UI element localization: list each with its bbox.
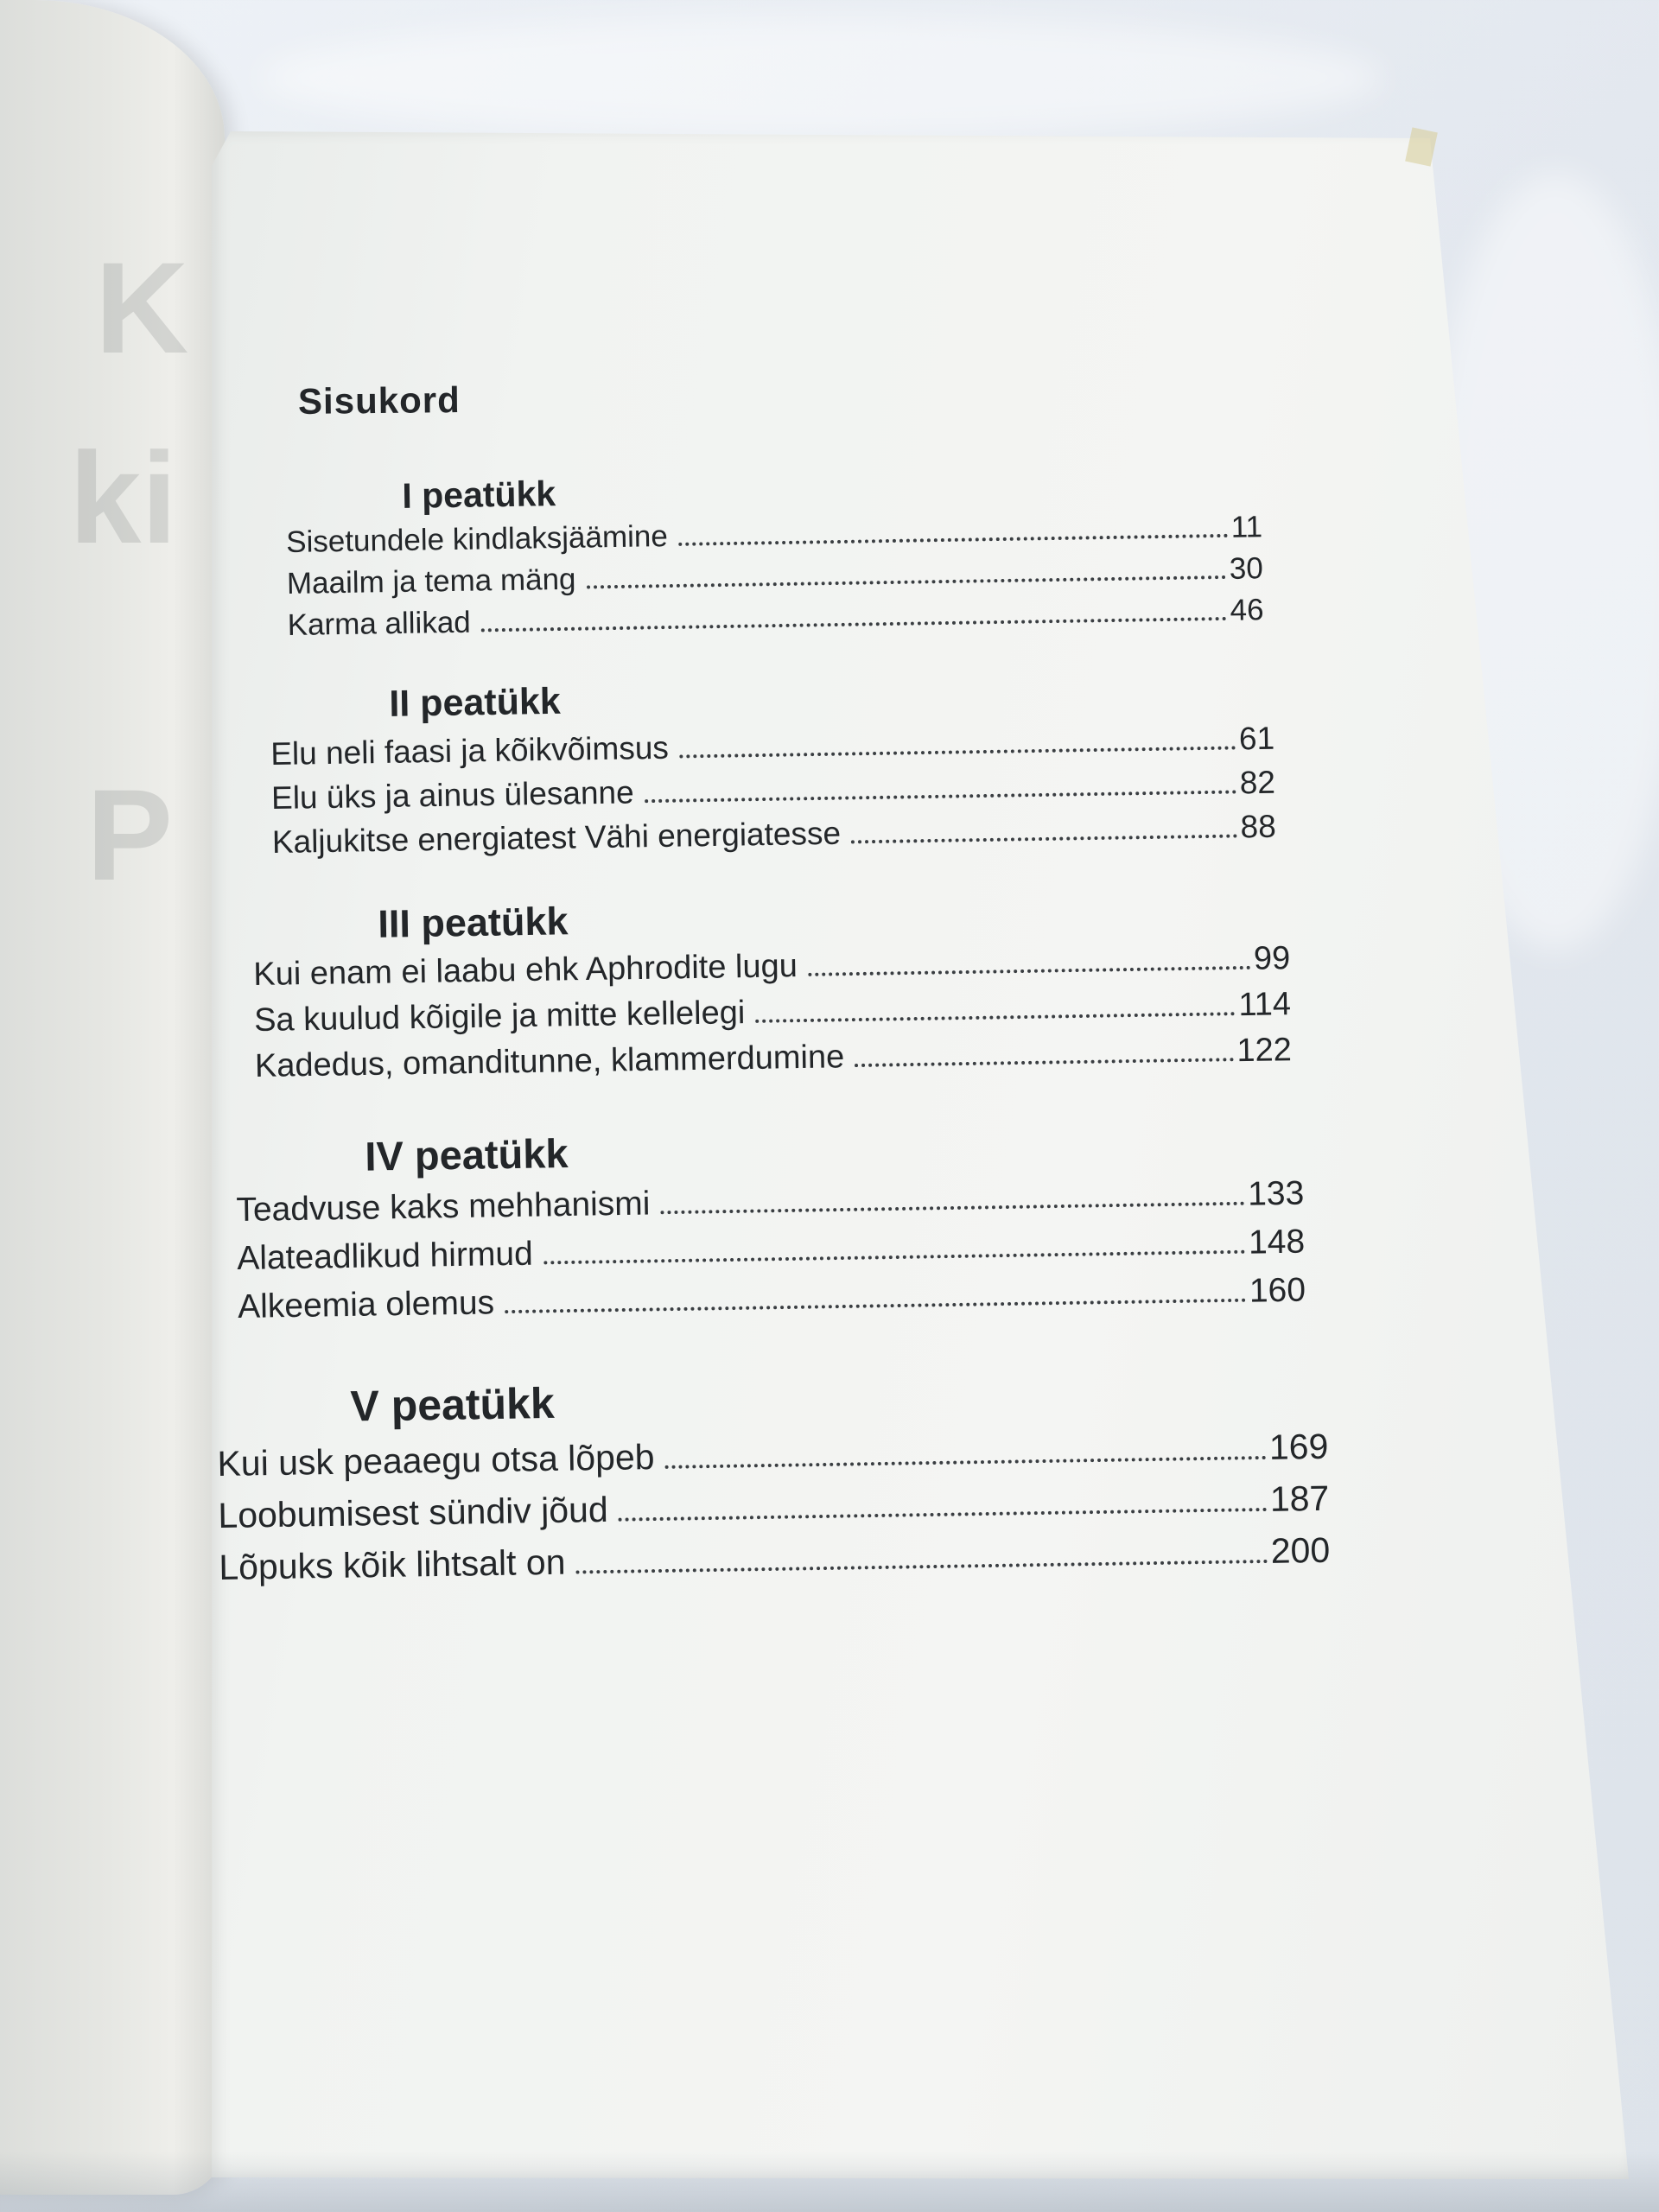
entry-title: Sisetundele kindlaksjäämine — [285, 519, 669, 559]
entry-page-number: 133 — [1247, 1174, 1305, 1213]
dot-leader — [808, 966, 1250, 976]
chapter-title: IV peatükk — [364, 1129, 569, 1179]
entry-title: Kui enam ei laabu ehk Aphrodite lugu — [252, 948, 798, 993]
entry-page-number: 82 — [1239, 764, 1276, 801]
entry-page-number: 200 — [1270, 1529, 1331, 1571]
dot-leader — [481, 617, 1227, 632]
entry-title: Sa kuulud kõigile ja mitte kellelegi — [253, 995, 746, 1039]
entry-page-number: 114 — [1238, 986, 1292, 1024]
entry-title: Elu neli faasi ja kõikvõimsus — [270, 729, 670, 772]
dot-leader — [679, 746, 1236, 758]
dot-leader — [851, 834, 1237, 843]
bleed-through-letters: ki — [69, 425, 178, 570]
chapter-title: V peatükk — [350, 1378, 556, 1431]
entry-title: Alateadlikud hirmud — [236, 1235, 534, 1277]
entry-page-number: 99 — [1253, 940, 1291, 977]
entry-title: Lõpuks kõik lihtsalt on — [219, 1541, 566, 1587]
toc-title: Sisukord — [297, 379, 461, 422]
chapter-section — [285, 461, 1264, 646]
chapter-section — [270, 669, 1276, 864]
entry-title: Elu üks ja ainus ülesanne — [270, 774, 634, 816]
entry-page-number: 160 — [1249, 1271, 1306, 1310]
dot-leader — [661, 1202, 1245, 1215]
bottom-shadow — [0, 2152, 1659, 2212]
entry-page-number: 169 — [1268, 1426, 1329, 1467]
entry-title: Kui usk peaaegu otsa lõpeb — [217, 1437, 655, 1484]
entry-page-number: 187 — [1269, 1478, 1330, 1519]
dot-leader — [678, 534, 1228, 546]
entry-title: Karma allikad — [287, 605, 472, 642]
dot-leader — [543, 1250, 1245, 1265]
dot-leader — [855, 1058, 1233, 1067]
entry-page-number: 88 — [1240, 808, 1277, 845]
bleed-through-letters: P — [86, 762, 174, 907]
entry-page-number: 46 — [1230, 593, 1264, 627]
dot-leader — [619, 1508, 1267, 1522]
entry-title: Kadedus, omanditunne, klammerdumine — [254, 1039, 845, 1084]
entry-page-number: 11 — [1230, 510, 1263, 544]
dot-leader — [576, 1560, 1268, 1574]
chapter-section — [235, 1118, 1306, 1332]
chapter-title: II peatükk — [388, 680, 562, 725]
entry-title: Maailm ja tema mäng — [286, 562, 576, 601]
chapter-section — [216, 1365, 1331, 1593]
dot-leader — [755, 1012, 1235, 1023]
entry-title: Kaljukitse energiatest Vähi energiatesse — [271, 815, 842, 860]
dot-leader — [587, 575, 1226, 589]
entry-page-number: 122 — [1236, 1032, 1293, 1070]
chapter-title: I peatükk — [401, 474, 556, 516]
entry-title: Teadvuse kaks mehhanismi — [236, 1185, 651, 1229]
entry-title: Loobumisest sündiv jõud — [218, 1489, 609, 1535]
entry-page-number: 61 — [1238, 720, 1275, 757]
dot-leader — [645, 790, 1236, 803]
chapter-title: III peatükk — [377, 899, 569, 946]
chapter-section — [252, 887, 1292, 1090]
entry-page-number: 148 — [1248, 1223, 1306, 1262]
entry-title: Alkeemia olemus — [237, 1284, 495, 1325]
dot-leader — [505, 1299, 1246, 1313]
entry-page-number: 30 — [1229, 551, 1264, 586]
bleed-through-letters: K — [95, 235, 189, 380]
dot-leader — [665, 1456, 1266, 1469]
